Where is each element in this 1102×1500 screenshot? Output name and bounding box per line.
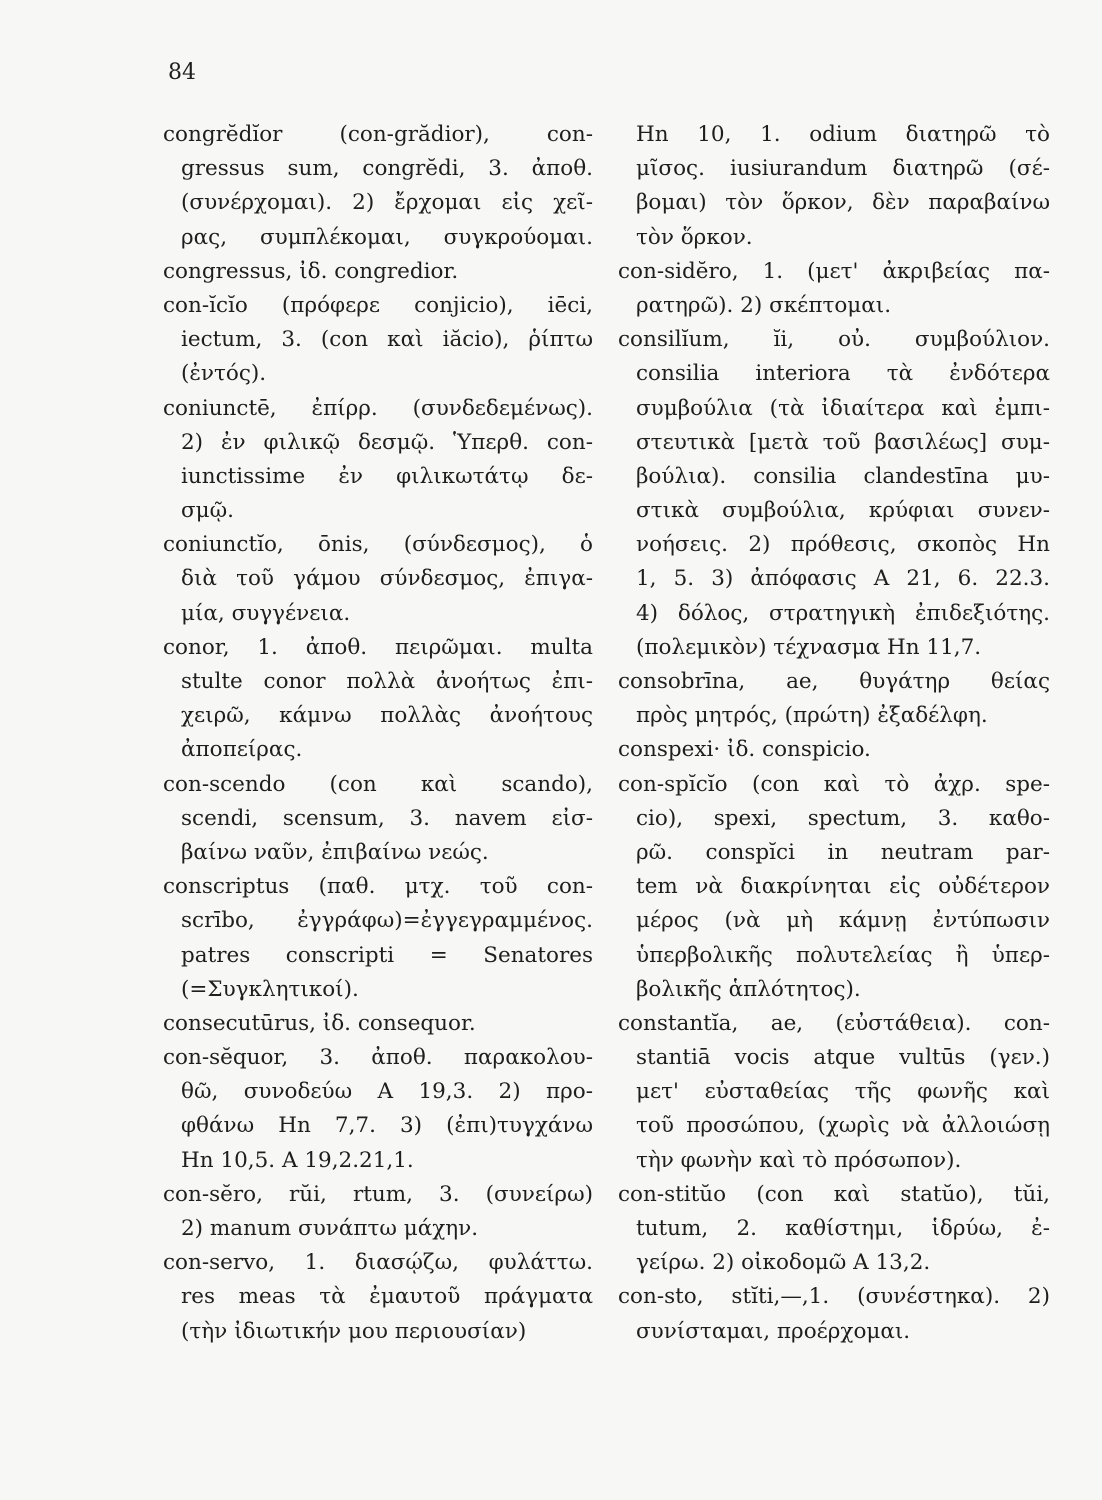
dictionary-line: στευτικὰ [μετὰ τοῦ βασιλέως] συμ-	[636, 429, 1050, 455]
dictionary-line: conor, 1. ἀποθ. πειρῶμαι. multa	[163, 634, 593, 660]
dictionary-line: συμβούλια (τὰ ἰδιαίτερα καὶ ἐμπι-	[636, 395, 1050, 421]
dictionary-line: consilia interiora τὰ ἐνδότερα	[636, 361, 1050, 387]
dictionary-line: congressus, ἰδ. congredior.	[163, 258, 459, 284]
dictionary-line: Hn 10, 1. odium διατηρῶ τὸ	[636, 122, 1050, 147]
dictionary-line: 2) ἐν φιλικῷ δεσμῷ. Ὑπερθ. con-	[181, 429, 593, 455]
dictionary-line: τὴν φωνὴν καὶ τὸ πρόσωπον).	[636, 1147, 962, 1173]
dictionary-line: con-spĭcĭo (con καὶ τὸ ἀχρ. spe-	[618, 771, 1050, 797]
dictionary-line: cio), spexi, spectum, 3. καθο-	[636, 805, 1050, 831]
dictionary-line: con-servo, 1. διασῴζω, φυλάττω.	[163, 1250, 593, 1276]
dictionary-line: μῖσος. iusiurandum διατηρῶ (σέ-	[636, 156, 1050, 182]
dictionary-line: (πολεμικὸν) τέχνασμα Hn 11,7.	[636, 634, 982, 660]
dictionary-line: 4) δόλος, στρατηγικὴ ἐπιδεξιότης.	[636, 600, 1050, 626]
dictionary-line: con-sĕro, rŭi, rtum, 3. (συνείρω)	[163, 1181, 593, 1207]
dictionary-line: μία, συγγένεια.	[181, 600, 351, 626]
dictionary-line: iectum, 3. (con καὶ iăcio), ῥίπτω	[181, 327, 593, 353]
dictionary-line: conscriptus (παθ. μτχ. τοῦ con-	[163, 874, 593, 900]
dictionary-line: res meas τὰ ἐμαυτοῦ πράγματα	[181, 1284, 593, 1310]
dictionary-line: φθάνω Hn 7,7. 3) (ἐπι)τυγχάνω	[181, 1113, 593, 1139]
dictionary-line: con-scendo (con καὶ scando),	[163, 771, 593, 797]
dictionary-line: βούλια). consilia clandestīna μυ-	[636, 463, 1050, 489]
dictionary-line: (τὴν ἰδιωτικήν μου περιουσίαν)	[181, 1318, 527, 1344]
dictionary-line: patres conscripti = Senatores	[181, 942, 593, 968]
left-column	[163, 118, 593, 1349]
dictionary-line: conspexi· ἰδ. conspicio.	[618, 737, 871, 763]
dictionary-line: con-stitŭo (con καὶ statŭo), tŭi,	[618, 1181, 1050, 1207]
dictionary-line: Hn 10,5. A 19,2.21,1.	[181, 1147, 414, 1173]
dictionary-line: μέρος (νὰ μὴ κάμνῃ ἐντύπωσιν	[636, 908, 1050, 934]
dictionary-line: ἀποπείρας.	[181, 737, 303, 763]
dictionary-line: con-ĭcĭo (πρόφερε conjicio), iēci,	[163, 292, 593, 318]
dictionary-line: διὰ τοῦ γάμου σύνδεσμος, ἐπιγα-	[181, 566, 593, 592]
dictionary-line: γείρω. 2) οἰκοδομῶ Α 13,2.	[636, 1250, 931, 1276]
dictionary-line: (ἐντός).	[181, 361, 267, 387]
dictionary-line: coniunctĭo, ōnis, (σύνδεσμος), ὁ	[163, 532, 593, 558]
dictionary-line: con-sto, stĭti,—,1. (συνέστηκα). 2)	[618, 1284, 1050, 1310]
dictionary-line: νοήσεις. 2) πρόθεσις, σκοπὸς Hn	[636, 532, 1050, 558]
dictionary-line: θῶ, συνοδεύω Α 19,3. 2) προ-	[181, 1079, 593, 1105]
dictionary-line: συνίσταμαι, προέρχομαι.	[636, 1318, 911, 1344]
dictionary-line: ὑπερβολικῆς πολυτελείας ἢ ὑπερ-	[636, 942, 1050, 968]
dictionary-line: iunctissime ἐν φιλικωτάτῳ δε-	[181, 463, 593, 489]
dictionary-line: constantĭa, ae, (εὐστάθεια). con-	[618, 1010, 1050, 1036]
dictionary-line: βομαι) τὸν ὅρκον, δὲν παραβαίνω	[636, 190, 1050, 216]
dictionary-line: consilĭum, ĭi, οὐ. συμβούλιον.	[618, 327, 1050, 353]
dictionary-line: consecutūrus, ἰδ. consequor.	[163, 1010, 476, 1036]
dictionary-line: μετ' εὐσταθείας τῆς φωνῆς καὶ	[636, 1079, 1050, 1105]
dictionary-line: stantiā vocis atque vultūs (γεν.)	[636, 1045, 1050, 1071]
dictionary-line: (=Συγκλητικοί).	[181, 976, 359, 1002]
dictionary-line: 2) manum συνάπτω μάχην.	[181, 1216, 479, 1241]
dictionary-line: χειρῶ, κάμνω πολλὰς ἀνοήτους	[181, 703, 593, 729]
dictionary-line: tutum, 2. καθίστημι, ἱδρύω, ἐ-	[636, 1216, 1050, 1241]
dictionary-line: πρὸς μητρός, (πρώτη) ἐξαδέλφη.	[636, 703, 988, 729]
dictionary-line: ρῶ. conspĭci in neutram par-	[636, 839, 1050, 865]
dictionary-line: σμῷ.	[181, 498, 235, 524]
dictionary-line: con-sĕquor, 3. ἀποθ. παρακολου-	[163, 1045, 593, 1071]
dictionary-line: (συνέρχομαι). 2) ἔρχομαι εἰς χεῖ-	[181, 190, 593, 216]
dictionary-line: ρας, συμπλέκομαι, συγκρούομαι.	[181, 224, 593, 250]
dictionary-line: 1, 5. 3) ἀπόφασις A 21, 6. 22.3.	[636, 566, 1050, 592]
dictionary-line: ρατηρῶ). 2) σκέπτομαι.	[636, 292, 892, 318]
dictionary-line: τὸν ὅρκον.	[636, 224, 753, 250]
page-number: 84	[168, 60, 196, 85]
right-column	[618, 118, 1050, 1349]
dictionary-line: gressus sum, congrĕdi, 3. ἀποθ.	[181, 156, 593, 182]
dictionary-line: scendi, scensum, 3. navem εἰσ-	[181, 805, 593, 831]
dictionary-line: tem νὰ διακρίνηται εἰς οὐδέτερον	[636, 874, 1050, 900]
dictionary-line: stulte conor πολλὰ ἀνοήτως ἐπι-	[181, 669, 593, 694]
dictionary-line: στικὰ συμβούλια, κρύφιαι συνεν-	[636, 498, 1050, 524]
dictionary-line: con-sidĕro, 1. (μετ' ἀκριβείας πα-	[618, 258, 1050, 284]
dictionary-line: coniunctē, ἐπίρρ. (συνδεδεμένως).	[163, 395, 593, 421]
dictionary-line: consobrīna, ae, θυγάτηρ θείας	[618, 669, 1050, 694]
dictionary-line: βολικῆς ἁπλότητος).	[636, 976, 861, 1002]
dictionary-line: βαίνω ναῦν, ἐπιβαίνω νεώς.	[181, 839, 489, 865]
dictionary-line: scrībo, ἐγγράφω)=ἐγγεγραμμένος.	[181, 908, 593, 934]
dictionary-line: τοῦ προσώπου, (χωρὶς νὰ ἀλλοιώσῃ	[636, 1113, 1050, 1139]
dictionary-line: congrĕdĭor (con-grădior), con-	[163, 122, 593, 147]
